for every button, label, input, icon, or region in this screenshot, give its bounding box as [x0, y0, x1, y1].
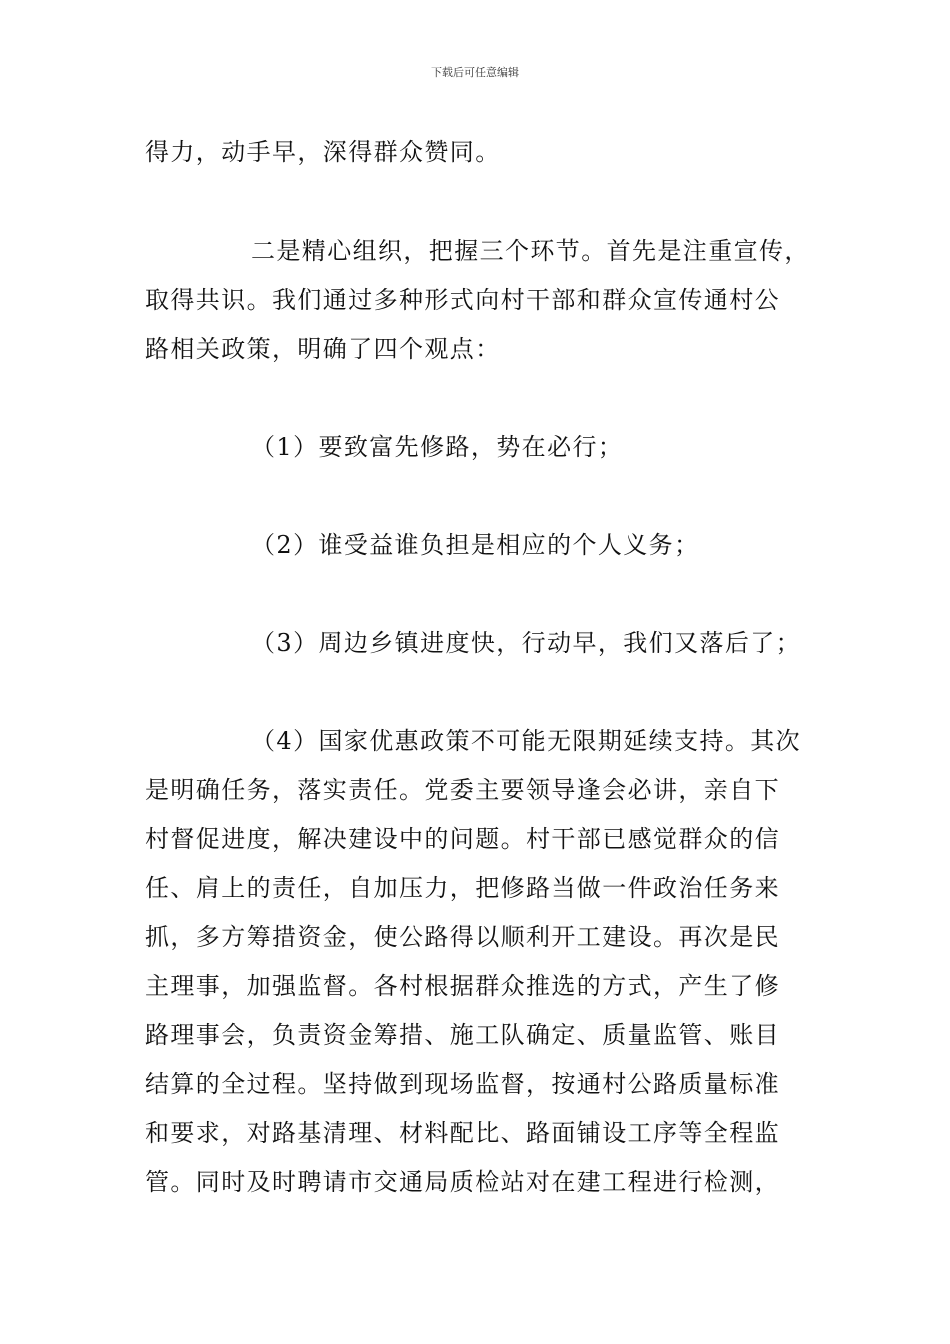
- list-item-3: [145, 619, 835, 668]
- list-item-2: [145, 521, 835, 570]
- text-line: 路理事会，负责资金筹措、施工队确定、质量监管、账目: [145, 1021, 780, 1049]
- text-line: 村督促进度，解决建设中的问题。村干部已感觉群众的信: [145, 825, 780, 853]
- text-line: 结算的全过程。坚持做到现场监督，按通村公路质量标准: [145, 1070, 780, 1098]
- list-item-text: （2）谁受益谁负担是相应的个人义务；: [251, 531, 700, 559]
- paragraph-item-4: [145, 717, 835, 1207]
- list-item-1: [145, 423, 835, 472]
- text-line: 得力，动手早，深得群众赞同。: [145, 138, 501, 166]
- list-item-text: （3）周边乡镇进度快，行动早，我们又落后了；: [251, 629, 802, 657]
- text-line: 管。同时及时聘请市交通局质检站对在建工程进行检测，: [145, 1168, 780, 1196]
- text-line: 和要求，对路基清理、材料配比、路面铺设工序等全程监: [145, 1119, 780, 1147]
- text-line: 取得共识。我们通过多种形式向村干部和群众宣传通村公: [145, 286, 780, 314]
- text-line: 是明确任务，落实责任。党委主要领导逢会必讲，亲自下: [145, 776, 780, 804]
- text-line: 二是精心组织，把握三个环节。首先是注重宣传，: [251, 237, 810, 265]
- text-line: 路相关政策，明确了四个观点：: [145, 335, 501, 363]
- text-line: 抓，多方筹措资金，使公路得以顺利开工建设。再次是民: [145, 923, 780, 951]
- paragraph-continuation: [145, 128, 835, 177]
- text-line: （4）国家优惠政策不可能无限期延续支持。其次: [251, 727, 802, 755]
- paragraph-three-links: [145, 227, 835, 374]
- text-line: 任、肩上的责任，自加压力，把修路当做一件政治任务来: [145, 874, 780, 902]
- list-item-text: （1）要致富先修路，势在必行；: [251, 433, 624, 461]
- text-line: 主理事，加强监督。各村根据群众推选的方式，产生了修: [145, 972, 780, 1000]
- page-header: 下载后可任意编辑: [431, 66, 519, 79]
